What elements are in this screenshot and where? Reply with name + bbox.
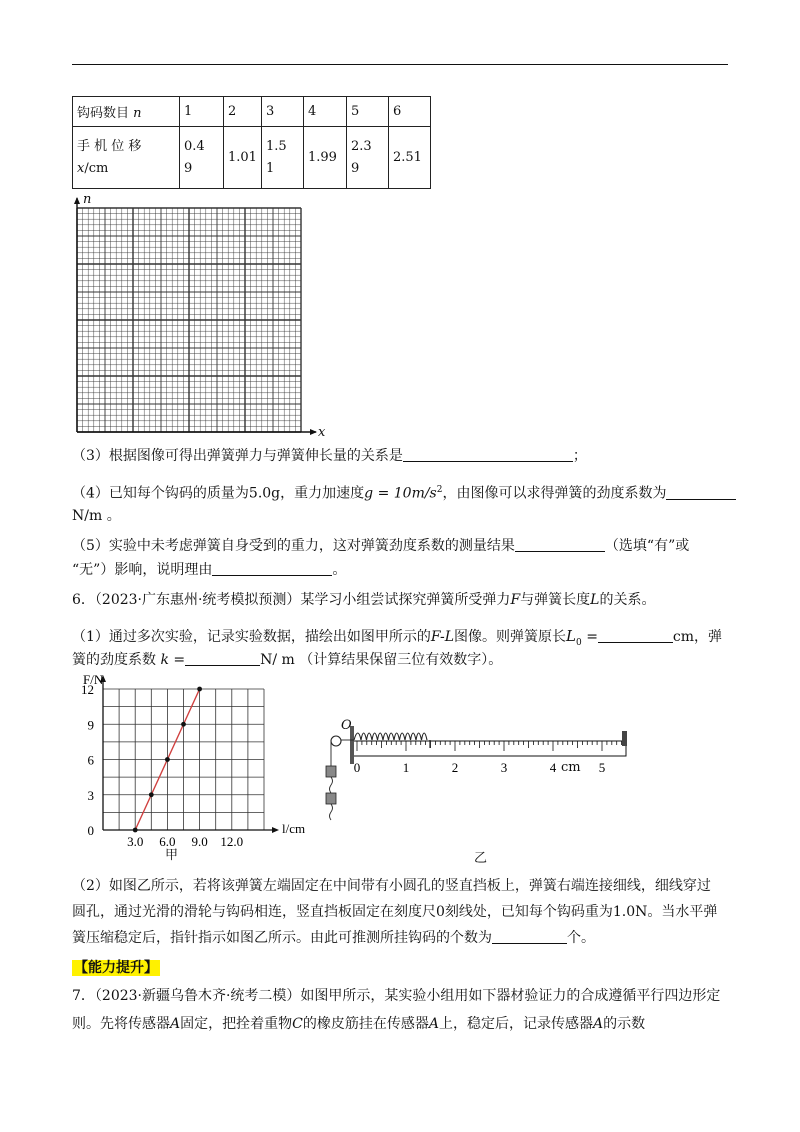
table-cell: 3: [262, 97, 304, 127]
table-cell: 1: [180, 97, 224, 127]
question-7-line2: 则。先将传感器A固定，把拴着重物C的橡皮筋挂在传感器A上，稳定后，记录传感器A的示数: [72, 1016, 646, 1032]
x-axis-label: l/cm: [282, 821, 306, 836]
y-tick-label: 12: [81, 682, 94, 697]
question-5-5-line2: “无”）影响，说明理由 。: [72, 562, 347, 578]
question-5-4: （4）已知每个钩码的质量为5.0g，重力加速度$g = 10m/s^2$，由图像可以求得弹簧的劲度系数为: [72, 480, 732, 504]
chart-caption: 甲: [165, 848, 179, 863]
y-tick-label: 3: [87, 787, 94, 803]
ruler-unit: cm: [561, 760, 581, 775]
y-tick-label: 0: [87, 823, 94, 838]
table-cell: 0.4 9: [180, 127, 224, 189]
apparatus-caption: 乙: [474, 851, 488, 866]
ruler-end-stop: [622, 731, 627, 746]
x-tick-label: 12.0: [220, 834, 244, 849]
section-tag-line: [72, 958, 732, 978]
hook-icon: [330, 777, 333, 793]
question-6-2-line2: 圆孔，通过光滑的滑轮与钩码相连，竖直挡板固定在刻度尺0刻线处，已知每个钩码重为1.0N。当水平弹: [72, 904, 718, 920]
y-tick-label: 6: [87, 752, 94, 768]
table-cell: 1.01: [224, 127, 262, 189]
question-5-5: （5）实验中未考虑弹簧自身受到的重力，这对弹簧劲度系数的测量结果 （选填“有”或: [72, 538, 690, 554]
question-6-1: （1）通过多次实验，记录实验数据，描绘出如图甲所示的F-L图像。则弹簧原长$L_0$ = cm，弹: [72, 627, 723, 648]
table-cell: 6: [389, 97, 431, 127]
table-cell: 2.3 9: [347, 127, 389, 189]
table-cell: 1.5 1: [262, 127, 304, 189]
spring-icon: [354, 733, 427, 740]
pulley-icon: [331, 736, 341, 746]
table-header-n: 钩码数目 n: [73, 97, 180, 127]
ruler-tick-label: 1: [402, 760, 410, 775]
table-cell: 4: [304, 97, 347, 127]
ruler-tick-label: 4: [549, 760, 557, 775]
question-6-intro: 6．（2023·广东惠州·统考模拟预测）某学习小组尝试探究弹簧所受弹力F与弹簧长度L的关系。: [72, 592, 656, 608]
weight-icon: [326, 766, 336, 777]
y-axis-label: F/N: [83, 672, 104, 687]
table-cell: 2: [224, 97, 262, 127]
ruler-tick-label: 2: [451, 760, 459, 775]
hook-icon: [330, 804, 333, 820]
question-5-4-unit: N/m 。: [72, 508, 121, 524]
question-6-1-line2: 簧的劲度系数 k = N/ m （计算结果保留三位有效数字）。: [72, 652, 503, 668]
question-6-2-line3: 簧压缩稳定后，指针指示如图乙所示。由此可推测所挂钩码的个数为 个。: [72, 930, 595, 946]
y-tick-label: 9: [87, 717, 94, 733]
question-6-2: （2）如图乙所示，若将该弹簧左端固定在中间带有小圆孔的竖直挡板上，弹簧右端连接细线，细线穿过: [72, 878, 711, 894]
x-tick-label: 9.0: [191, 834, 208, 849]
ruler-tick-label: 3: [500, 760, 508, 775]
table-cell: 2.51: [389, 127, 431, 189]
weight-icon: [326, 793, 336, 804]
table-cell: 1.99: [304, 127, 347, 189]
grid-y-label: n: [83, 192, 92, 207]
table-cell: 5: [347, 97, 389, 127]
x-tick-label: 6.0: [159, 834, 176, 849]
origin-label: O: [341, 718, 352, 733]
section-tag: 【能力提升】: [74, 960, 158, 976]
ruler-tick-label: 5: [598, 760, 606, 775]
question-7: 7．（2023·新疆乌鲁木齐·统考二模）如图甲所示，某实验小组用如下器材验证力的合成遵循平行四边形定: [72, 988, 721, 1004]
grid-x-label: x: [318, 425, 326, 440]
answer-blank[interactable]: [492, 929, 567, 944]
question-5-3: （3）根据图像可得出弹簧弹力与弹簧伸长量的关系是 ；: [72, 448, 587, 464]
table-header-x: 手 机 位 移 x/cm: [73, 127, 180, 189]
x-tick-label: 3.0: [127, 834, 144, 849]
ruler-tick-label: 0: [353, 760, 361, 775]
